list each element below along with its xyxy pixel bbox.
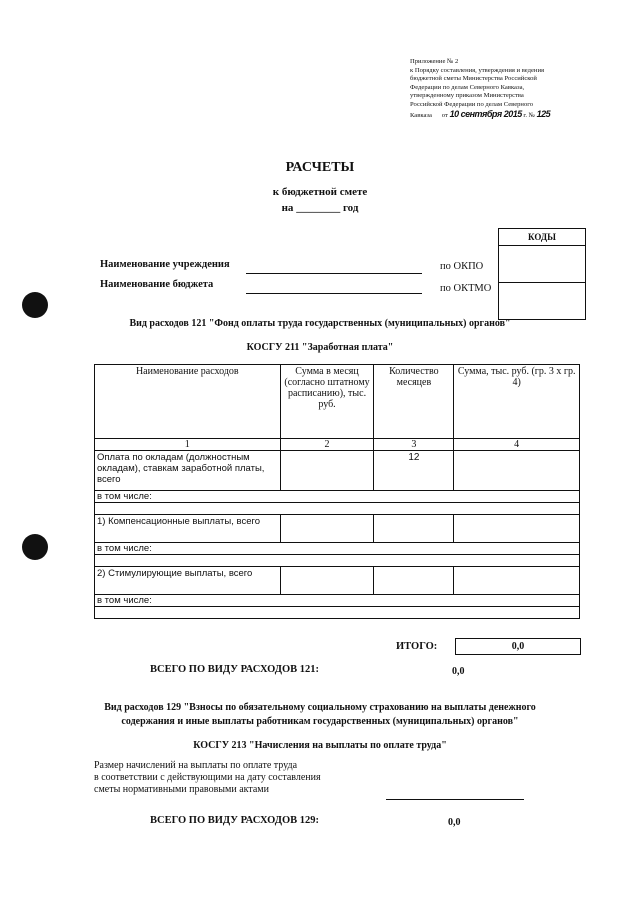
table-row: в том числе: xyxy=(95,595,580,607)
table-row: в том числе: xyxy=(95,491,580,503)
appendix-line: Федерации по делам Северного Кавказа, xyxy=(410,83,525,91)
table-row: в том числе: xyxy=(95,543,580,555)
header-name: Наименование расходов xyxy=(95,365,281,439)
budget-line xyxy=(246,293,422,294)
section-121-heading: Вид расходов 121 "Фонд оплаты труда государственных (муниципальных) органов" xyxy=(129,318,511,329)
total-129-label: ВСЕГО ПО ВИДУ РАСХОДОВ 129: xyxy=(150,815,320,826)
total-121-value: 0,0 xyxy=(452,666,465,677)
handwritten-date: 10 сентября 2015 xyxy=(449,108,522,119)
table-row xyxy=(95,555,580,567)
institution-label: Наименование учреждения xyxy=(100,259,230,270)
punch-hole-top xyxy=(22,292,48,318)
codes-header: КОДЫ xyxy=(528,232,556,242)
okpo-label: по ОКПО xyxy=(440,261,484,272)
appendix-line: утвержденному приказом Министерства xyxy=(410,92,524,100)
year-blank: ________ xyxy=(296,202,341,214)
column-number-row: 1 2 3 4 xyxy=(95,439,580,451)
section-129-heading: Вид расходов 129 "Взносы по обязательному социальному страхованию на выплаты денежного содержания и иные выплаты работникам государственных (муниципальных) органов" xyxy=(104,702,536,727)
header-total-sum: Сумма, тыс. руб. (гр. 3 х гр. 4) xyxy=(454,365,580,439)
accrual-value-line xyxy=(386,799,524,800)
appendix-block xyxy=(410,58,610,120)
total-121-label: ВСЕГО ПО ВИДУ РАСХОДОВ 121: xyxy=(150,664,320,675)
subtitle: к бюджетной смете xyxy=(272,186,368,198)
page-title: РАСЧЕТЫ xyxy=(285,160,355,175)
total-129-value: 0,0 xyxy=(448,817,461,828)
institution-line xyxy=(246,273,422,274)
header-months: Количество месяцев xyxy=(374,365,454,439)
appendix-line: Приложение № 2 xyxy=(410,58,459,65)
handwritten-number: 125 xyxy=(536,108,551,119)
table-row: Оплата по окладам (должностным окладам), ставкам заработной платы, всего 12 xyxy=(95,451,580,491)
okpo-code-cell xyxy=(499,245,585,282)
kosgu-211: КОСГУ 211 "Заработная плата" xyxy=(246,342,394,353)
itogo-value: 0,0 xyxy=(455,638,581,655)
punch-hole-bottom xyxy=(22,534,48,560)
header-monthly-sum: Сумма в месяц (согласно штатному расписанию), тыс. руб. xyxy=(280,365,374,439)
accrual-note: Размер начислений на выплаты по оплате труда в соответствии с действующими на дату составления сметы нормативными правовыми актами xyxy=(94,760,321,795)
oktmo-label: по ОКТМО xyxy=(440,283,492,294)
table-row: 2) Стимулирующие выплаты, всего xyxy=(95,567,580,595)
budget-label: Наименование бюджета xyxy=(100,279,214,290)
appendix-line: Российской Федерации по делам Северного xyxy=(410,100,534,108)
codes-box xyxy=(498,228,586,320)
appendix-line: к Порядку составления, утверждения и ведения xyxy=(410,66,544,74)
table-row: 1) Компенсационные выплаты, всего xyxy=(95,515,580,543)
table-row xyxy=(95,607,580,619)
expense-table xyxy=(94,364,580,619)
table-header-row xyxy=(95,365,580,439)
itogo-label: ИТОГО: xyxy=(396,641,438,652)
year-line: на ________ год xyxy=(281,202,359,214)
oktmo-code-cell xyxy=(499,282,585,319)
kosgu-213: КОСГУ 213 "Начисления на выплаты по оплате труда" xyxy=(193,740,447,751)
table-row xyxy=(95,503,580,515)
appendix-line-date: Кавказа от 10 сентября 2015 г. № 125 xyxy=(410,108,551,119)
appendix-line: бюджетной сметы Министерства Российской xyxy=(410,75,537,83)
